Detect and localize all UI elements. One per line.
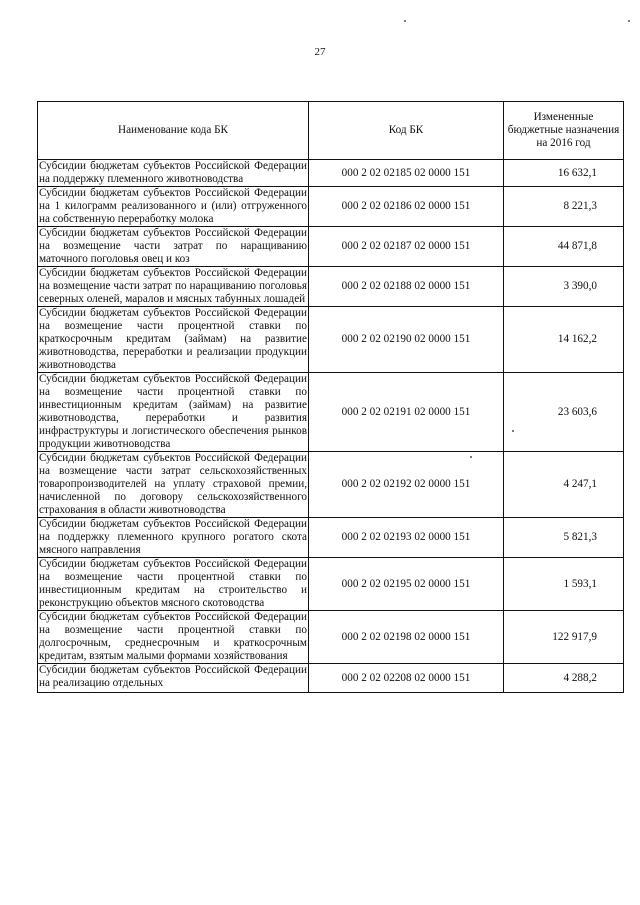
table-row [38,664,624,693]
table-row [38,518,624,558]
header-code: Код БК [309,102,504,160]
row-value: 23 603,6 [504,373,624,452]
table-row [38,373,624,452]
row-value: 44 871,8 [504,227,624,267]
row-code: 000 2 02 02193 02 0000 151 [309,518,504,558]
row-code: 000 2 02 02188 02 0000 151 [309,267,504,307]
row-value: 1 593,1 [504,558,624,611]
row-name: Субсидии бюджетам субъектов Российской Федерации на поддержку племенного крупного рогатого скота мясного направления [39,518,307,556]
row-value: 122 917,9 [504,611,624,664]
row-name: Субсидии бюджетам субъектов Российской Федерации на реализацию отдельных [38,664,309,693]
row-code: 000 2 02 02191 02 0000 151 [309,373,504,452]
row-value: 4 247,1 [504,452,624,518]
row-value: 14 162,2 [504,307,624,373]
row-value: 4 288,2 [504,664,624,693]
table-row [38,307,624,373]
row-name: Субсидии бюджетам субъектов Российской Федерации на возмещение части затрат по наращиванию маточного поголовья овец и коз [39,227,307,265]
scan-speck [404,20,406,22]
row-value: 16 632,1 [504,160,624,187]
row-value: 5 821,3 [504,518,624,558]
row-value: 8 221,3 [504,187,624,227]
row-name: Субсидии бюджетам субъектов Российской Федерации на возмещение части процентной ставки по инвестиционным кредитам (займам) на развитие животноводства, переработки и развития инфраструктуры и логистического обеспечения рынков продукции животноводства [39,373,307,450]
table-row [38,227,624,267]
row-name: Субсидии бюджетам субъектов Российской Федерации на возмещение части процентной ставки по краткосрочным кредитам (займам) на развитие животноводства, переработки и реализации продукции животноводства [39,307,307,371]
table-row [38,267,624,307]
header-name: Наименование кода БК [38,102,309,160]
row-code: 000 2 02 02186 02 0000 151 [309,187,504,227]
row-name: Субсидии бюджетам субъектов Российской Федерации на возмещение части процентной ставки по инвестиционным кредитам на строительство и реконструкцию объектов мясного скотоводства [39,558,307,609]
table-row [38,558,624,611]
scan-speck [628,20,630,22]
table-row [38,160,624,187]
row-code: 000 2 02 02185 02 0000 151 [309,160,504,187]
row-code: 000 2 02 02208 02 0000 151 [309,664,504,693]
row-code: 000 2 02 02195 02 0000 151 [309,558,504,611]
row-code: 000 2 02 02190 02 0000 151 [309,307,504,373]
row-code: 000 2 02 02198 02 0000 151 [309,611,504,664]
table-row [38,611,624,664]
row-code: 000 2 02 02187 02 0000 151 [309,227,504,267]
table-row [38,452,624,518]
table-header-row [38,102,624,160]
row-code: 000 2 02 02192 02 0000 151 [309,452,504,518]
scan-speck [470,456,472,458]
header-value: Измененные бюджетные назначения на 2016 год [504,102,624,160]
budget-table [37,101,624,693]
row-name: Субсидии бюджетам субъектов Российской Федерации на поддержку племенного животноводства [39,160,307,185]
scan-speck [512,430,514,432]
page-number: 27 [314,46,326,58]
row-name: Субсидии бюджетам субъектов Российской Федерации на возмещение части процентной ставки по долгосрочным, среднесрочным и краткосрочным кредитам, взятым малыми формами хозяйствования [39,611,307,662]
row-name: Субсидии бюджетам субъектов Российской Федерации на возмещение части затрат сельскохозяйственных товаропроизводителей на уплату страховой премии, начисленной по договору сельскохозяйственного страхования в области животноводства [39,452,307,516]
row-name: Субсидии бюджетам субъектов Российской Федерации на 1 килограмм реализованного и (или) отгруженного на собственную переработку молока [39,187,307,225]
table-row [38,187,624,227]
row-name: Субсидии бюджетам субъектов Российской Федерации на возмещение части затрат по наращиванию поголовья северных оленей, маралов и мясных табунных лошадей [39,267,307,305]
row-value: 3 390,0 [504,267,624,307]
